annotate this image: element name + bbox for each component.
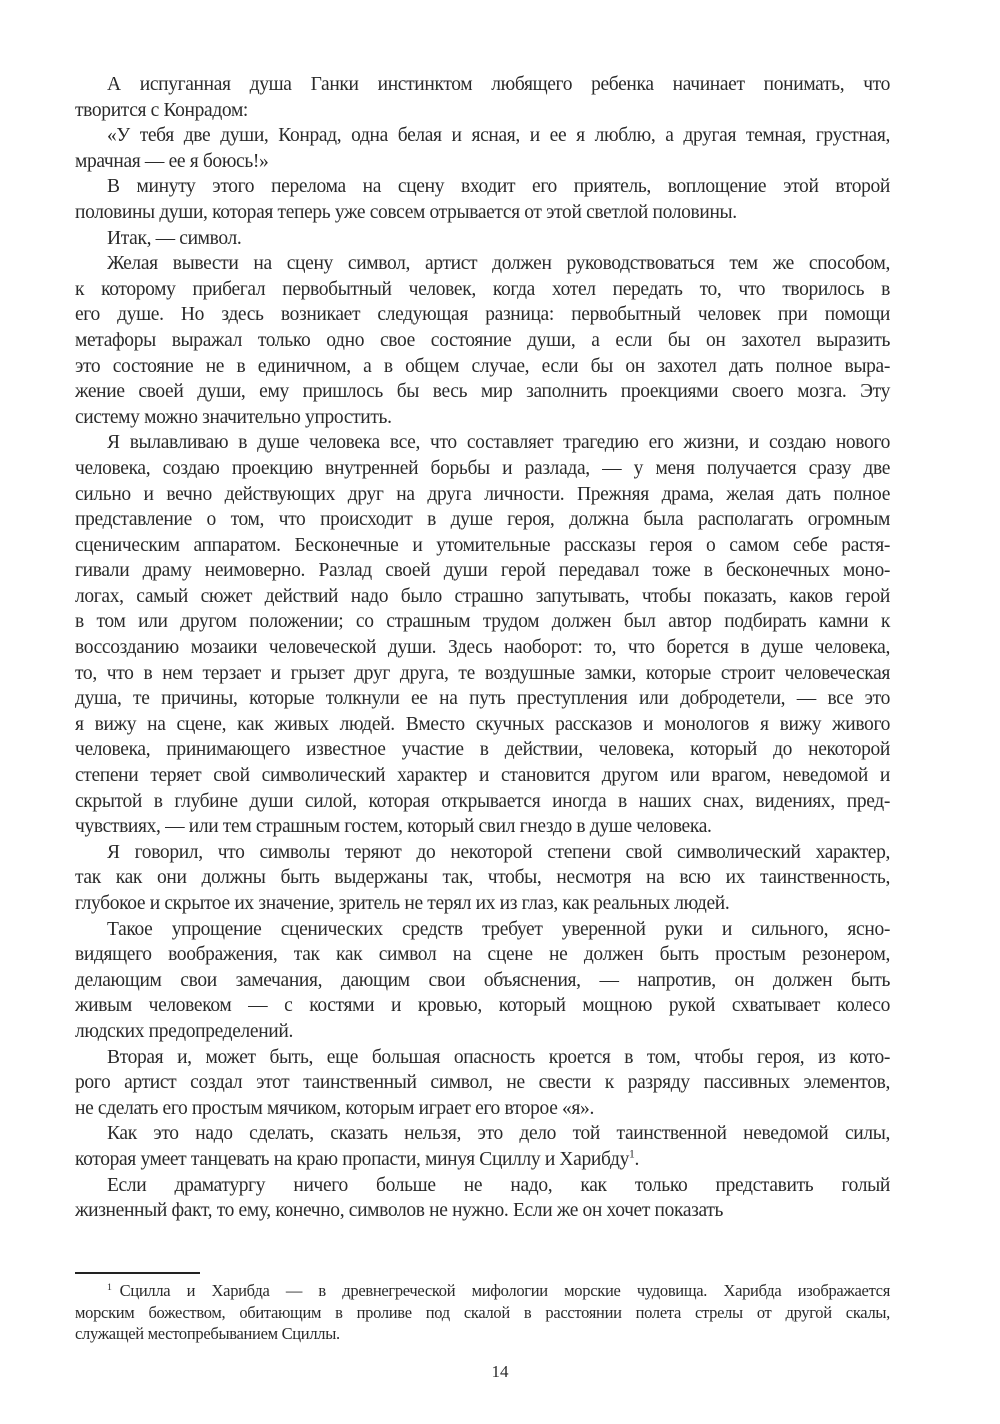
text-line (75, 1096, 890, 1122)
text-line-content: А испуганная душа Ганки инстинктом любящего ребенка начинает понимать, что (107, 74, 890, 95)
paragraph (75, 251, 890, 430)
text-line-content: людских предопределений. (75, 1020, 294, 1042)
text-line-content: душа, те причины, которые толкнули ее на путь преступления или добродетели, — все это (75, 688, 890, 710)
text-line (75, 1198, 890, 1224)
text-line (75, 174, 890, 200)
text-line (75, 609, 890, 635)
text-line-content: Я говорил, что символы теряют до некоторой степени свой символический характер, (107, 841, 890, 863)
text-line-content: к которому прибегал первобытный человек, когда хотел передать то, что творилось в (75, 278, 890, 300)
text-line-content: я вижу на сцене, как живых людей. Вместо скучных рассказов и монологов я вижу живого (75, 713, 890, 735)
page-number: 14 (491, 1362, 509, 1381)
text-line (75, 456, 890, 482)
footnote-line (75, 1280, 890, 1302)
text-line (75, 865, 890, 891)
text-line (75, 1045, 890, 1071)
text-line (75, 840, 890, 866)
text-line-content: логах, самый сюжет действий надо было страшно запутывать, чтобы показать, каков герой (75, 585, 890, 607)
footnote-marker: 1 (107, 1281, 112, 1293)
text-line (75, 712, 890, 738)
paragraph (75, 1045, 890, 1122)
text-line (75, 328, 890, 354)
text-line-content: в том или другом положении; со страшным трудом должен был автор подбирать камни к (75, 611, 890, 633)
text-line: которая умеет танцевать на краю пропасти, минуя Сциллу и Харибду$^1$. (75, 1147, 640, 1170)
text-line-content: сильно и вечно действующих друг на друга личности. Прежняя драма, желая дать полное (75, 483, 890, 505)
text-line-content: Как это надо сделать, сказать нельзя, это дело той таинственной неведомой силы, (107, 1123, 890, 1145)
text-line-content: не сделать его простым мячиком, которым играет его второе «я». (75, 1097, 594, 1119)
text-line (75, 584, 890, 610)
text-line-content: Желая вывести на сцену символ, артист должен руководствоваться тем же способом, (107, 253, 890, 275)
text-line (75, 993, 890, 1019)
text-line-content: В минуту этого перелома на сцену входит его приятель, воплощение этой второй (107, 176, 890, 198)
footnote-line-content: Сцилла и Харибда — в древнегреческой мифологии морские чудовища. Харибда изображается (119, 1281, 890, 1300)
text-line-content: так как они должны быть выдержаны так, чтобы, несмотря на всю их таинственность, (75, 867, 890, 889)
text-line (75, 302, 890, 328)
text-line-content: Такое упрощение сценических средств требует уверенной руки и сильного, ясно- (107, 918, 890, 940)
text-line (75, 379, 890, 405)
text-line (75, 686, 890, 712)
text-line (75, 430, 890, 456)
text-line-content: жизненный факт, то ему, конечно, символов не нужно. Если же он хочет показать (75, 1200, 724, 1222)
text-line (75, 200, 890, 226)
text-line (75, 763, 890, 789)
text-line-content: человека, принимающего известное участие в действии, человека, который до некоторой (75, 739, 890, 761)
text-line (75, 558, 890, 584)
text-line (75, 891, 890, 917)
text-line-content: Если драматургу ничего больше не надо, как только представить голый (107, 1174, 890, 1196)
text-line-content: рого артист создал этот таинственный символ, не свести к разряду пассивных элементов, (75, 1072, 890, 1094)
text-line (75, 507, 890, 533)
footnote (75, 1280, 890, 1345)
footnote-reference[interactable]: 1 (629, 1147, 635, 1161)
text-line-content: жение своей души, ему пришлось бы весь мир заполнить проекциями своего мозга. Эту (75, 381, 890, 403)
text-line-content: степени теряет свой символический характер и становится другом или врагом, неведомой и (75, 765, 890, 787)
text-line (75, 123, 890, 149)
paragraph (75, 226, 890, 252)
paragraph (75, 1173, 890, 1224)
text-line (75, 635, 890, 661)
text-line-content: скрытой в глубине души силой, которая открывается иногда в наших снах, видениях, пред- (75, 790, 890, 812)
text-line-content: «У тебя две души, Конрад, одна белая и ясная, и ее я люблю, а другая темная, грустная, (107, 125, 890, 147)
text-line (75, 72, 890, 98)
text-line-content: это состояние не в единичном, а в общем случае, если бы он захотел дать полное выра- (75, 355, 890, 377)
text-line-content: его душе. Но здесь возникает следующая разница: первобытный человек при помощи (75, 304, 890, 326)
text-line-content: Я вылавливаю в душе человека все, что составляет трагедию его жизни, и создаю нового (107, 432, 890, 454)
text-line-content: глубокое и скрытое их значение, зритель не терял их из глаз, как реальных людей. (75, 893, 730, 914)
text-line-content: делающим свои замечания, дающим свои объяснения, — напротив, он должен быть (75, 969, 890, 991)
text-line-content: Вторая и, может быть, еще большая опасность кроется в том, чтобы героя, из кото- (107, 1046, 890, 1068)
text-line-content: которая умеет танцевать на краю пропасти, минуя Сциллу и Харибду (75, 1148, 630, 1170)
text-line-content: творится с Конрадом: (75, 99, 249, 121)
text-line-content: видящего воображения, так как символ на сцене не должен быть простым резонером, (75, 944, 890, 966)
paragraph (75, 123, 890, 174)
text-line (75, 482, 890, 508)
footnote-line-content: служащей местопребыванием Сциллы. (75, 1324, 340, 1343)
text-line (75, 277, 890, 303)
text-line-content: половины души, которая теперь уже совсем отрывается от этой светлой половины. (75, 201, 737, 223)
text-line-content: сценическим аппаратом. Бесконечные и утомительные рассказы героя о самом себе растя- (75, 534, 890, 556)
body-text (75, 72, 890, 1224)
text-line (75, 814, 890, 840)
paragraph (75, 174, 890, 225)
text-line (75, 968, 890, 994)
footnote-divider (75, 1272, 200, 1274)
text-line-content: гивали драму неимоверно. Разлад своей души герой передавал тоже в бесконечных моно- (75, 560, 890, 582)
paragraph (75, 430, 890, 840)
text-line-content: живым человеком — с костями и кровью, который мощною рукой схватывает колесо (75, 995, 890, 1017)
text-line-content: систему можно значительно упростить. (75, 406, 392, 428)
footnote-line (75, 1302, 890, 1324)
footnote-line (75, 1323, 890, 1345)
paragraph (75, 72, 890, 123)
text-line (75, 737, 890, 763)
text-line-content: то, что в нем терзает и грызет друг друга, те воздушные замки, которые строит человеческая (75, 662, 890, 684)
text-line-content: воссозданию мозаики человеческой души. Здесь наоборот: то, что борется в душе человека, (75, 637, 890, 659)
text-line-content: мрачная — ее я боюсь!» (75, 150, 269, 172)
text-line (75, 661, 890, 687)
text-line (75, 98, 890, 124)
text-line (75, 942, 890, 968)
text-line (75, 1173, 890, 1199)
text-line-content: чувствиях, — или тем страшным гостем, который свил гнездо в душе человека. (75, 816, 712, 838)
text-line (75, 533, 890, 559)
text-line-content: человека, создаю проекцию внутренней борьбы и разлада, — у меня получается сразу две (75, 457, 890, 479)
footnote-line-content: морским божеством, обитающим в проливе под скалой в расстоянии полета стрелы от другой скалы, (75, 1302, 890, 1322)
paragraph (75, 840, 890, 917)
paragraph (75, 917, 890, 1045)
text-line (75, 917, 890, 943)
text-line (75, 1121, 890, 1147)
text-line (75, 226, 890, 252)
text-line (75, 149, 890, 175)
text-line-content: метафоры выражал только одно свое состояние души, а если бы он захотел выразить (75, 329, 890, 351)
text-line (75, 789, 890, 815)
text-line (75, 1019, 890, 1045)
paragraph (75, 1121, 890, 1172)
text-line (75, 1070, 890, 1096)
text-line (75, 405, 890, 431)
text-line (75, 354, 890, 380)
text-line-content: Итак, — символ. (107, 227, 242, 249)
text-line (75, 251, 890, 277)
text-line-content: представление о том, что происходит в душе героя, должна была располагать огромным (75, 509, 890, 531)
